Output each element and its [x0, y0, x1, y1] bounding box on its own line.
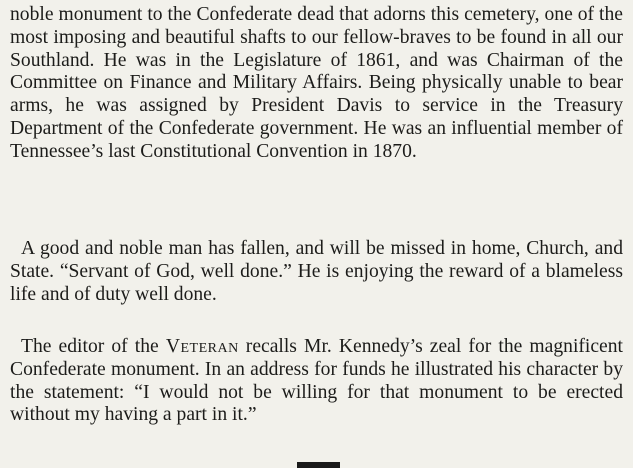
- paragraph-3-rest: recalls Mr. Kennedy’s zeal for the magnificent Confederate monument. In an address for funds he illustrated his character by the statement: “I would not be willing for that monument to be erected without my having a part in it.”: [10, 336, 623, 426]
- paragraph-tribute: [10, 238, 623, 306]
- paragraph-2-text: A good and noble man has fallen, and will be missed in home, Church, and State. “Servant of God, well done.” He is enjoying the reward of a blameless life and of duty well done.: [10, 238, 623, 305]
- paragraph-continuation: [10, 4, 623, 164]
- paragraph-editor-note: [10, 336, 623, 427]
- paragraph-1-text: noble monument to the Confederate dead that adorns this cemetery, one of the most imposing and beautiful shafts to our fellow-braves to be found in all our Southland. He was in the Legislature of 1861, and was Chairman of the Committee on Finance and Military Affairs. Being physically unable to bear arms, he was assigned by President Davis to service in the Treasury Department of the Confederate government. He was an influential member of Tennessee’s last Constitutional Convention in 1870.: [10, 4, 623, 162]
- publication-name: Veteran: [165, 336, 239, 357]
- section-divider-rule: [297, 462, 340, 468]
- paragraph-3-lead: The editor of the: [21, 336, 166, 357]
- paragraph-3-text: [10, 336, 623, 427]
